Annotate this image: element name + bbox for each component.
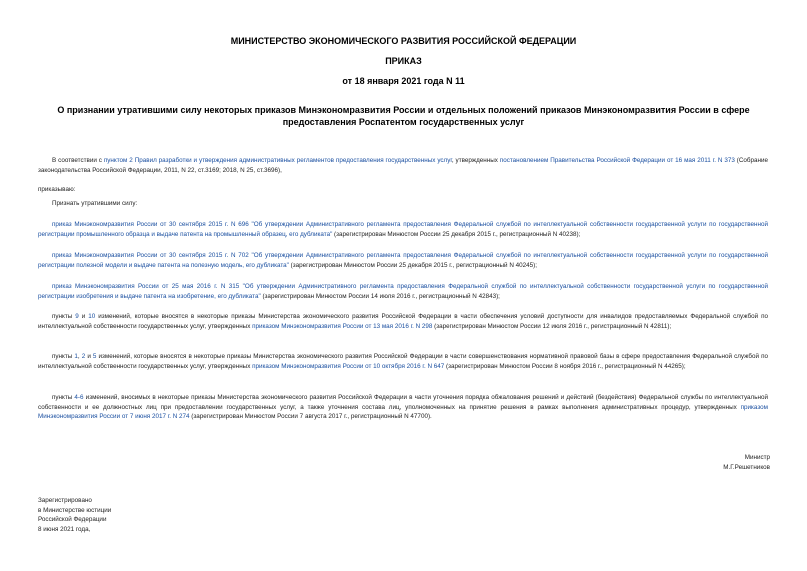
intro-paragraph: В соответствии с пунктом 2 Правил разработки и утверждения административных регламентов предоставления государственных услуг, утвержденных постановлением Правительства Российской Федерации от 16 мая 2011 г. N 373 (Собрание законодательства Российской Федерации, 2011, N 22, ст.3169; 2018, N 25, ст.3696),: [38, 157, 768, 174]
points-4-6-link[interactable]: 4-6: [74, 394, 84, 401]
list-item-4: пункты 9 и 10 изменений, которые вносятся в некоторые приказы Министерства экономического развития Российской Федерации в части обеспечения условий доступности для инвалидов предоставляемых Федеральной службой по интеллектуальной собственности государственных услуг, утвержденных приказом Минэкономразвития России от 13 мая 2016 г. N 298 (зарегистрирован Минюстом России 12 июля 2016 г., регистрационный N 42811);: [38, 313, 768, 330]
order-647-link[interactable]: приказом Минэкономразвития России от 10 октября 2016 г. N 647: [252, 362, 445, 370]
order-word: приказываю:: [38, 186, 76, 193]
point-9-link[interactable]: 9: [75, 313, 79, 320]
order-315-link[interactable]: приказ Минэкономразвития России от 25 мая 2016 г. N 315 "Об утверждении Административного регламента предоставления Федеральной службой по интеллектуальной собственности государственной услуги по государственной регистрации изобретения и выдаче патента на изобретение, его дубликата": [38, 283, 768, 300]
point-5-link[interactable]: 5: [92, 353, 97, 360]
order-298-link[interactable]: приказом Минэкономразвития России от 13 мая 2016 г. N 298: [252, 322, 433, 330]
point-1-link[interactable]: 1: [74, 353, 78, 360]
order-274-link[interactable]: приказом Минэкономразвития России от 7 июня 2017 г. N 274: [38, 403, 768, 421]
signatory-name: М.Г.Решетников: [723, 464, 770, 471]
list-item-6: пункты 4-6 изменений, вносимых в некоторые приказы Министерства экономического развития Российской Федерации в части уточнения порядка обжалования решений и действий (бездействия) Федеральной службы по интеллектуальной собственности и ее должностных лиц при предоставлении государственных услуг, а также уточнения состава лиц, уполномоченных на принятие решения в рамках выполнения административных процедур, утвержденных приказом Минэкономразвития России от 7 июня 2017 г. N 274 (зарегистрирован Минюстом России 7 августа 2017 г., регистрационный N 47700).: [38, 394, 768, 421]
registration-line-2: в Министерстве юстиции: [38, 506, 112, 514]
list-item-2: приказ Минэкономразвития России от 30 сентября 2015 г. N 702 "Об утверждении Административного регламента предоставления Федеральной службой по интеллектуальной собственности государственной услуги по государственной регистрации полезной модели и выдаче патента на полезную модель, его дубликата" (зарегистрирован Минюстом России 25 декабря 2015 г., регистрационный N 40245);: [38, 252, 768, 269]
registration-block: [38, 496, 111, 535]
government-decree-link[interactable]: постановлением Правительства Российской Федерации от 16 мая 2011 г. N 373: [499, 157, 735, 164]
point-10-link[interactable]: 10: [88, 313, 96, 320]
registration-line-1: Зарегистрировано: [38, 497, 92, 504]
signature-block: [723, 453, 770, 473]
document-type: ПРИКАЗ: [385, 56, 422, 66]
document-date-number: от 18 января 2021 года N 11: [342, 76, 465, 86]
order-702-link[interactable]: приказ Минэкономразвития России от 30 сентября 2015 г. N 702 "Об утверждении Административного регламента предоставления Федеральной службой по интеллектуальной собственности государственной услуги по государственной регистрации полезной модели и выдаче патента на полезную модель, его дубликата": [38, 252, 768, 269]
list-item-3: приказ Минэкономразвития России от 25 мая 2016 г. N 315 "Об утверждении Административного регламента предоставления Федеральной службой по интеллектуальной собственности государственной услуги по государственной регистрации изобретения и выдаче патента на изобретение, его дубликата" (зарегистрирован Минюстом России 14 июля 2016 г., регистрационный N 42843);: [38, 283, 768, 300]
order-696-link[interactable]: приказ Минэкономразвития России от 30 сентября 2015 г. N 696 "Об утверждении Административного регламента предоставления Федеральной службой по интеллектуальной собственности государственной услуги по государственной регистрации промышленного образца и выдаче патента на промышленный образец, его дубликата": [38, 221, 768, 238]
document-title: О признании утратившими силу некоторых приказов Минэкономразвития России и отдельных положений приказов Минэкономразвития России в сфере предоставления Роспатентом государственных услуг: [57, 105, 750, 127]
point-2-link[interactable]: 2: [81, 353, 86, 360]
registration-line-4: 8 июня 2021 года,: [38, 526, 91, 534]
rules-link[interactable]: пунктом 2 Правил разработки и утверждения административных регламентов предоставления государственных услуг: [103, 157, 452, 164]
registration-line-3: Российской Федерации: [38, 516, 107, 524]
list-item-1: приказ Минэкономразвития России от 30 сентября 2015 г. N 696 "Об утверждении Административного регламента предоставления Федеральной службой по интеллектуальной собственности государственной услуги по государственной регистрации промышленного образца и выдаче патента на промышленный образец, его дубликата" (зарегистрирован Минюстом России 25 декабря 2015 г., регистрационный N 40238);: [38, 221, 768, 238]
list-item-5: пункты 1, 2 и 5 изменений, которые вносятся в некоторые приказы Министерства экономического развития Российской Федерации в части совершенствования нормативной правовой базы в сфере предоставления Федеральной службой по интеллектуальной собственности государственных услуг, утвержденных приказом Минэкономразвития России от 10 октября 2016 г. N 647 (зарегистрирован Минюстом России 8 ноября 2016 г., регистрационный N 44265);: [38, 353, 769, 370]
signatory-position: Министр: [744, 454, 770, 461]
recognize-invalid: Признать утратившими силу:: [52, 200, 138, 207]
ministry-heading: МИНИСТЕРСТВО ЭКОНОМИЧЕСКОГО РАЗВИТИЯ РОССИЙСКОЙ ФЕДЕРАЦИИ: [230, 36, 577, 46]
